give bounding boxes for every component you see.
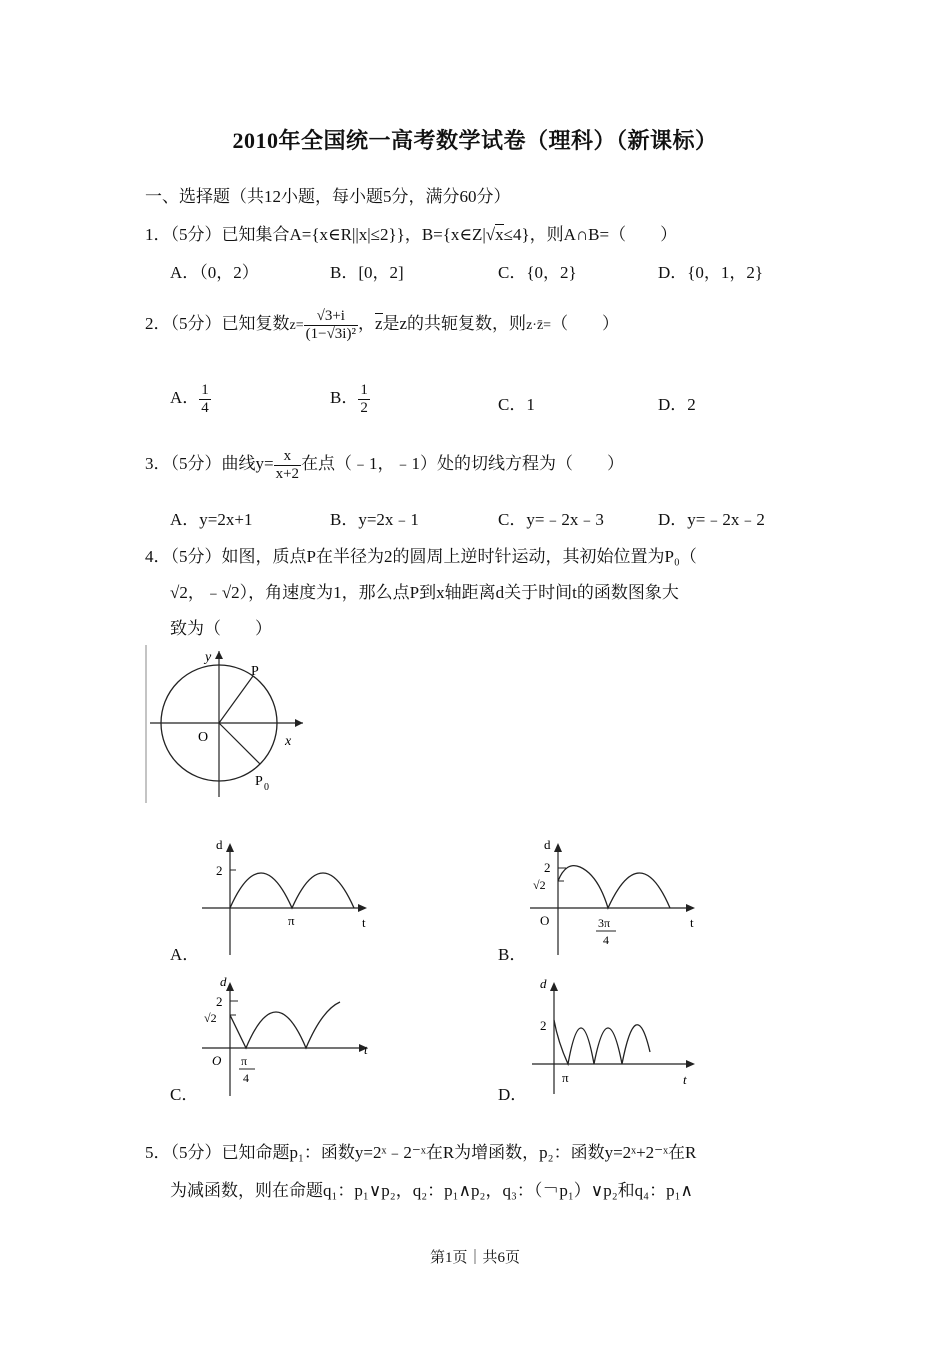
circle-origin-label: O <box>198 730 209 745</box>
q4-option-a-label[interactable]: A． <box>170 945 200 964</box>
q4-graph-b[interactable] <box>528 835 708 960</box>
graph-b-2-label: 2 <box>544 860 551 875</box>
q4-graph-d[interactable] <box>528 972 708 1100</box>
graph-b-sqrt2-label: √2 <box>533 878 546 892</box>
q4-line-1: （5分）如图，质点P在半径为2的圆周上逆时针运动，其初始位置为P₀（ <box>170 547 697 566</box>
q2-option-b-label: B． <box>330 387 359 407</box>
q2-product: z·z̄= <box>526 318 552 333</box>
circle-p-label: P <box>251 664 259 679</box>
q2-option-b-num: 1 <box>360 382 368 398</box>
graph-c-sqrt2-label: √2 <box>204 1011 217 1025</box>
graph-a-x-arrow-icon <box>358 904 367 912</box>
question-4-line-3: 致为（ ） <box>170 619 272 638</box>
q2-option-b-den: 2 <box>360 399 368 416</box>
q2-option-d-value: 2 <box>687 395 696 414</box>
q2-option-a-num: 1 <box>201 382 209 398</box>
question-5-line-1 <box>145 1138 696 1163</box>
graph-b-y-arrow-icon <box>554 843 562 852</box>
q2-z-eq: z= <box>289 318 304 333</box>
graph-b-x-arrow-icon <box>686 904 695 912</box>
q3-option-b[interactable]: B．y=2x﹣1 <box>330 510 419 529</box>
q1-sqrt-var: x <box>495 225 504 244</box>
x-axis-arrow-icon <box>295 719 303 727</box>
q2-number: 2． <box>145 314 171 333</box>
graph-c-4-label: 4 <box>243 1071 249 1085</box>
graph-b-4-label: 4 <box>603 933 609 947</box>
graph-a-curve <box>230 873 354 908</box>
q2-text-c: （ ） <box>551 314 620 333</box>
q4-option-b-label[interactable]: B． <box>498 945 527 964</box>
q3-option-d[interactable]: D．y=﹣2x﹣2 <box>658 510 765 529</box>
graph-d-2-label: 2 <box>540 1018 547 1033</box>
q3-text-a: （5分）曲线y= <box>170 454 274 473</box>
graph-d-pi-label: π <box>562 1070 569 1085</box>
q4-option-c-label[interactable]: C． <box>170 1085 199 1104</box>
q1-option-a[interactable]: A．（0，2） <box>170 263 259 282</box>
circle-y-label: y <box>205 650 212 665</box>
graph-d-curve <box>554 1020 650 1064</box>
graph-c-pi-label: π <box>241 1054 248 1068</box>
graph-c-curve <box>230 1002 340 1048</box>
question-5-line-2: 为减函数，则在命题q₁：p₁∨p₂，q₂：p₁∧p₂，q₃：（￢p₁）∨p₂和q₄：p₁∧ <box>170 1181 693 1200</box>
graph-d-t-label: t <box>683 1072 687 1087</box>
q2-option-a[interactable] <box>170 382 211 416</box>
q2-option-a-fraction <box>199 382 211 416</box>
q1-set-b-end: ≤4} <box>503 225 530 244</box>
question-4-line-2: √2，﹣√2），角速度为1，那么点P到x轴距离d关于时间t的函数图象大 <box>170 583 679 602</box>
q3-option-a[interactable]: A．y=2x+1 <box>170 510 253 529</box>
graph-c-origin-label: O <box>212 1053 222 1068</box>
q4-number: 4． <box>145 547 171 566</box>
question-1 <box>145 220 677 245</box>
section-heading: 一、选择题（共12小题，每小题5分，满分60分） <box>145 187 511 206</box>
graph-c-2-label: 2 <box>216 994 223 1009</box>
graph-c-d-label: d <box>220 974 227 989</box>
q2-text-a: （5分）已知复数 <box>170 314 290 333</box>
q3-frac-num: x <box>274 448 301 466</box>
q2-option-b-fraction <box>358 382 370 416</box>
graph-d-y-arrow-icon <box>550 982 558 991</box>
q2-option-d[interactable] <box>658 390 696 415</box>
graph-b-3pi-label: 3π <box>598 916 611 930</box>
q2-option-d-label: D． <box>658 395 688 414</box>
q3-option-c[interactable]: C．y=﹣2x﹣3 <box>498 510 604 529</box>
q1-option-b[interactable]: B．[0，2] <box>330 263 404 282</box>
question-3 <box>145 446 624 482</box>
q1-option-d[interactable]: D．{0，1，2} <box>658 263 764 282</box>
radius-op <box>219 676 253 723</box>
graph-d-d-label: d <box>540 976 547 991</box>
graph-b-curve <box>558 866 670 908</box>
q2-option-c[interactable] <box>498 390 535 415</box>
page-footer: 第1页｜共6页 <box>429 1250 520 1266</box>
q1-text-b: ，则A∩B=（ ） <box>529 225 678 244</box>
radius-op0 <box>219 723 260 764</box>
q1-option-c[interactable]: C．{0，2} <box>498 263 577 282</box>
graph-a-d-label: d <box>216 837 223 852</box>
graph-d-x-arrow-icon <box>686 1060 695 1068</box>
graph-a-2-label: 2 <box>216 863 223 878</box>
q2-option-a-den: 4 <box>201 399 209 416</box>
graph-a-pi-label: π <box>288 913 295 928</box>
graph-a-y-arrow-icon <box>226 843 234 852</box>
q2-option-c-label: C． <box>498 395 527 414</box>
q1-set-b: B={x∈Z| <box>421 225 486 244</box>
graph-b-d-label: d <box>544 837 551 852</box>
graph-c-y-arrow-icon <box>226 982 234 991</box>
q5-number: 5． <box>145 1143 171 1162</box>
circle-x-label: x <box>285 734 292 749</box>
circle-p0-label: P <box>255 774 263 789</box>
q2-bar-z: z <box>374 314 383 333</box>
q4-option-d-label[interactable]: D． <box>498 1085 528 1104</box>
q2-frac-num: √3+i <box>304 308 358 326</box>
q2-frac-den: (1−√3i)² <box>305 325 356 342</box>
q2-option-a-label: A． <box>170 387 200 407</box>
graph-a-t-label: t <box>362 915 366 930</box>
q5-line-1: （5分）已知命题p₁：函数y=2ˣ﹣2⁻ˣ在R为增函数，p₂：函数y=2ˣ+2⁻ˣ在R <box>170 1143 697 1162</box>
question-2: 2．（5分）已知复数z= $\frac{√3+i}{\text{(1−√3i)²}}$ ，z是z的共轭复数，则z·z̄=（ ） <box>145 308 620 342</box>
graph-b-t-label: t <box>690 915 694 930</box>
q2-option-b[interactable] <box>330 382 370 416</box>
q2-text-b: 是z的共轭复数，则 <box>382 314 527 333</box>
q2-fraction <box>304 308 358 342</box>
q3-fraction <box>274 448 301 482</box>
question-4-line-1 <box>145 542 697 567</box>
q1-number: 1． <box>145 225 171 244</box>
q3-text-b: 在点（﹣1，﹣1）处的切线方程为（ ） <box>301 454 625 473</box>
q3-number: 3． <box>145 454 171 473</box>
y-axis-arrow-icon <box>215 651 223 659</box>
q3-frac-den: x+2 <box>275 465 300 482</box>
q1-text-a: （5分）已知集合A={x∈R||x|≤2}}， <box>170 225 422 244</box>
page-title: 2010年全国统一高考数学试卷（理科）（新课标） <box>232 128 718 153</box>
q4-graph-c[interactable] <box>198 972 378 1100</box>
circle-figure <box>145 645 310 805</box>
graph-c-t-label: t <box>364 1042 368 1057</box>
circle-p0-subscript: 0 <box>264 782 269 793</box>
sqrt-symbol: √ <box>485 225 496 244</box>
q4-graph-a[interactable] <box>200 835 380 960</box>
q2-option-c-value: 1 <box>526 395 535 414</box>
graph-b-origin-label: O <box>540 913 550 928</box>
